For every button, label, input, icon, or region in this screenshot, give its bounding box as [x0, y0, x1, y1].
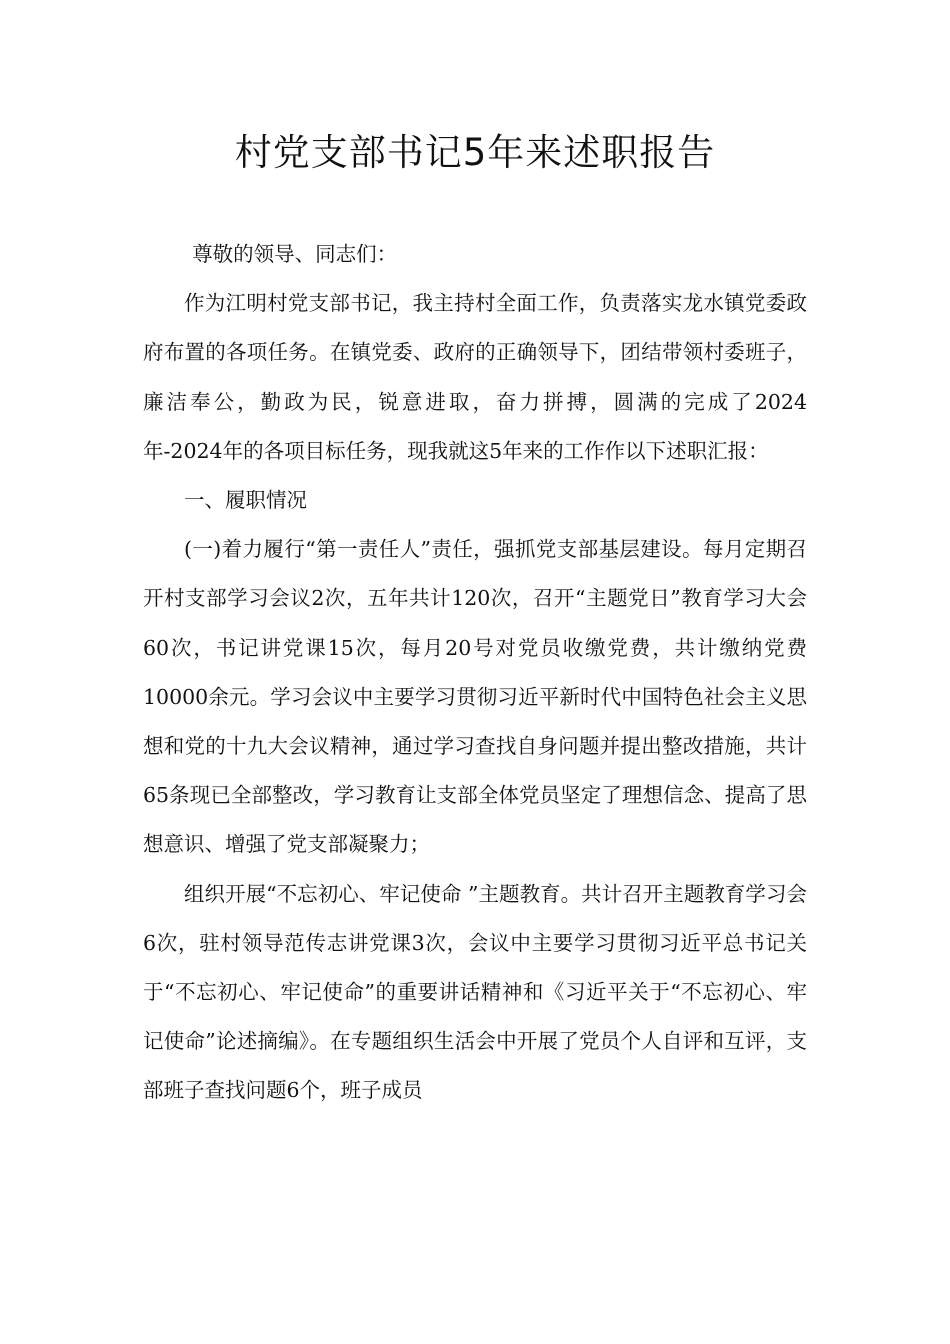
section-heading: 一、履职情况 — [184, 488, 307, 513]
paragraph-theme-education: 组织开展“不忘初心、牢记使命 ”主题教育。共计召开主题教育学习会6次，驻村领导范传志讲党课3次，会议中主要学习贯彻习近平总书记关于“不忘初心、牢记使命”的重要讲话精神和《习近平关于“不忘初心、牢记使命”论述摘编》。在专题组织生活会中开展了党员个人自评和互评，支部班子查找问题6个，班子成员 — [143, 881, 807, 1103]
document-body — [143, 230, 807, 1116]
document-title: 村党支部书记5年来述职报告 — [234, 131, 716, 174]
salutation: 尊敬的领导、同志们： — [192, 242, 398, 266]
paragraph-intro: 作为江明村党支部书记，我主持村全面工作，负责落实龙水镇党委政府布置的各项任务。在镇党委、政府的正确领导下，团结带领村委班子，廉洁奉公，勤政为民，锐意进取，奋力拼搏，圆满的完成了2024年-2024年的各项目标任务，现我就这5年来的工作作以下述职汇报： — [143, 291, 807, 463]
paragraph-party-building: (一)着力履行“第一责任人”责任，强抓党支部基层建设。每月定期召开村支部学习会议2次，五年共计120次，召开“主题党日”教育学习大会60次，书记讲党课15次，每月20号对党员收缴党费，共计缴纳党费10000余元。学习会议中主要学习贯彻习近平新时代中国特色社会主义思想和党的十九大会议精神，通过学习查找自身问题并提出整改措施，共计65条现已全部整改，学习教育让支部全体党员坚定了理想信念、提高了思想意识、增强了党支部凝聚力； — [143, 537, 807, 857]
